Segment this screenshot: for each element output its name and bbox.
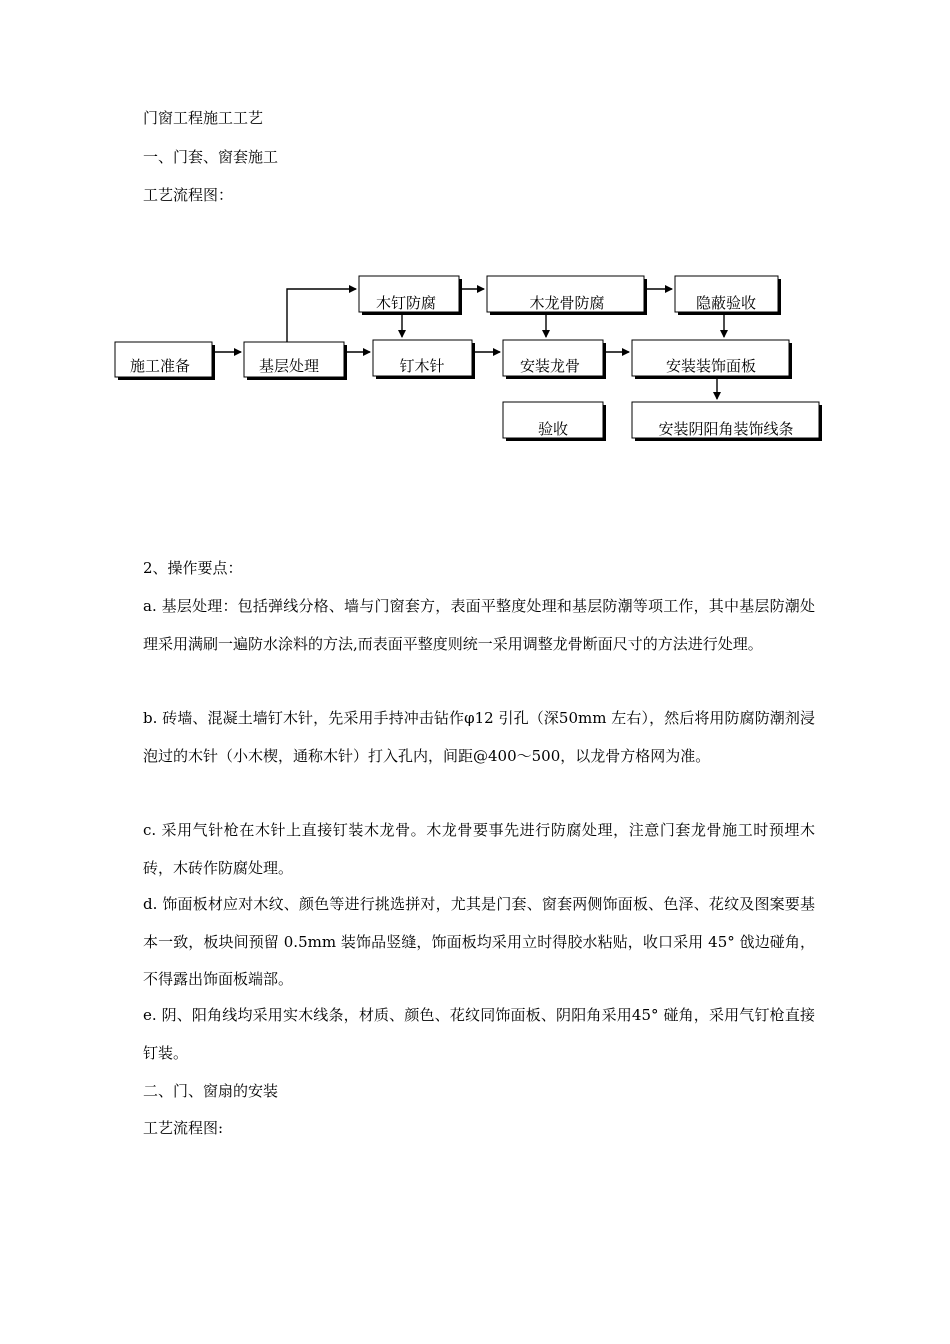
flow-box-install-keel-label: 安装龙骨 <box>519 357 581 375</box>
flow-box-concealed-label: 隐蔽验收 <box>695 294 757 312</box>
flow-label-2: 工艺流程图: <box>143 1119 224 1137</box>
flow-box-accept-label: 验收 <box>537 420 569 438</box>
para-c: c. 采用气针枪在木针上直接钉装木龙骨。木龙骨要事先进行防腐处理，注意门套龙骨施工时预埋木砖，木砖作防腐处理。 <box>143 821 815 877</box>
flow-box-nail-wood-label: 钉木针 <box>399 357 445 375</box>
flow-box-install-trim <box>632 402 822 441</box>
flow-box-concealed <box>675 276 781 315</box>
flow-box-install-panel-label: 安装装饰面板 <box>665 357 757 375</box>
para-e: e. 阴、阳角线均采用实木线条，材质、颜色、花纹同饰面板、阴阳角采用45° 碰角，采用气钉枪直接钉装。 <box>143 1006 815 1062</box>
flow-box-install-trim-label: 安装阴阳角装饰线条 <box>658 420 794 438</box>
flow-box-accept <box>503 402 606 441</box>
process-flowchart <box>0 0 950 520</box>
para-d: d. 饰面板材应对木纹、颜色等进行挑选拼对，尤其是门套、窗套两侧饰面板、色泽、花纹及图案要基本一致，板块间预留 0.5mm 装饰品竖缝，饰面板均采用立时得胶水粘贴，收口采用 45° 戗边碰角，不得露出饰面板端部。 <box>143 895 815 988</box>
doc-title: 门窗工程施工工艺 <box>143 109 264 127</box>
flow-box-install-keel <box>503 340 606 379</box>
flow-label-1: 工艺流程图： <box>143 186 234 204</box>
flow-box-prep-label: 施工准备 <box>129 357 191 375</box>
flow-box-nail-wood <box>373 340 475 379</box>
para-a: a. 基层处理：包括弹线分格、墙与门窗套方，表面平整度处理和基层防潮等项工作，其中基层防潮处理采用满刷一遍防水涂料的方法,而表面平整度则统一采用调整龙骨断面尺寸的方法进行处理。 <box>143 597 815 653</box>
flow-box-base <box>244 342 347 380</box>
flow-box-nail-antirot-label: 木钉防腐 <box>375 294 437 312</box>
flow-box-base-label: 基层处理 <box>258 357 320 375</box>
flow-box-keel-antirot-label: 木龙骨防腐 <box>529 294 605 312</box>
flow-box-prep <box>115 342 215 380</box>
para-b: b. 砖墙、混凝土墙钉木针，先采用手持冲击钻作φ12 引孔（深50mm 左右），然后将用防腐防潮剂浸泡过的木针（小木楔，通称木针）打入孔内，间距@400～500，以龙骨方格网为准。 <box>143 709 815 765</box>
arrow-base-to-nail-antirot <box>287 289 356 342</box>
section-heading-1: 一、门套、窗套施工 <box>143 148 279 166</box>
ops-heading: 2、操作要点： <box>143 559 243 577</box>
flow-box-keel-antirot <box>487 276 647 315</box>
flow-box-install-panel <box>632 340 792 379</box>
flow-box-nail-antirot <box>359 276 462 315</box>
section-heading-2: 二、门、窗扇的安装 <box>143 1082 279 1100</box>
